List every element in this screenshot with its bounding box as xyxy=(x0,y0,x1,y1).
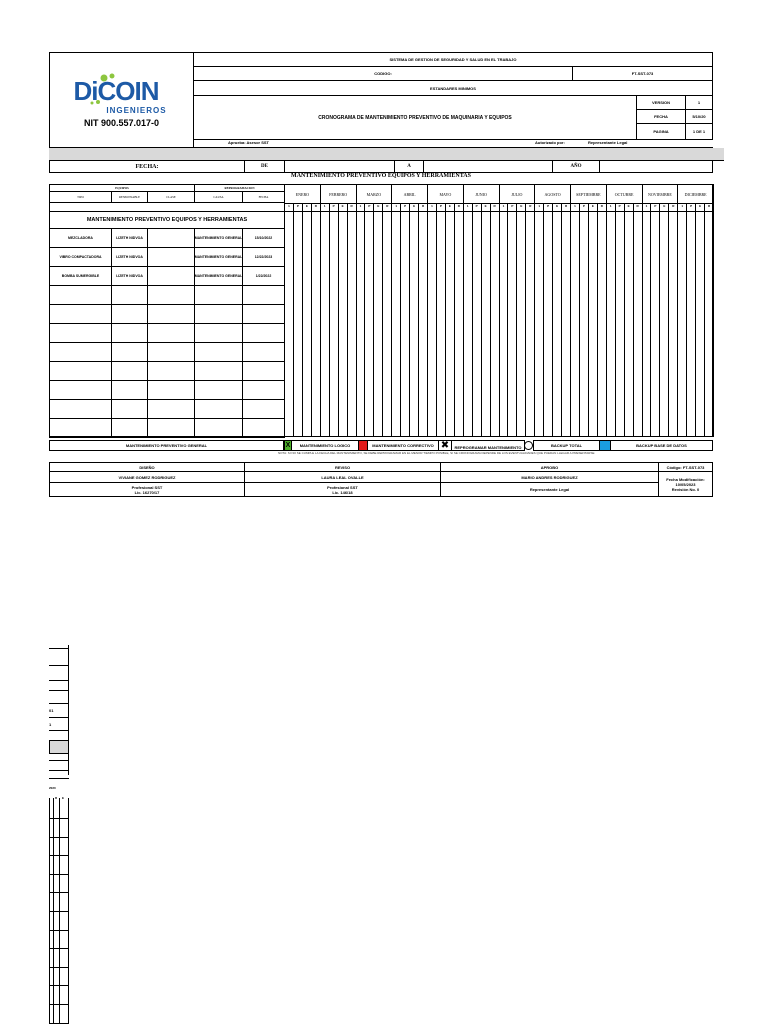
legend-logico: MANTENIMIENTO LOGICO xyxy=(291,440,359,451)
month-sub-1: P xyxy=(650,203,660,212)
table-cell-tipo[interactable]: MEZCLADORA xyxy=(49,228,112,248)
table-cell-fecha[interactable]: 15/10/2022 xyxy=(242,228,285,248)
fragment-hline xyxy=(49,967,69,968)
month-sub-1: P xyxy=(543,203,553,212)
fragment-label-1: 01 xyxy=(49,708,54,713)
month-sub-1: P xyxy=(507,203,517,212)
pagina-value: 1 DE 1 xyxy=(685,123,713,140)
month-sub-3: R xyxy=(311,203,321,212)
month-sub-0: 1 xyxy=(606,203,616,212)
sig-modification-info xyxy=(658,471,713,497)
date-a-label: A xyxy=(394,160,424,173)
month-sub-3: R xyxy=(454,203,464,212)
month-header-octubre: OCTUBRE xyxy=(606,184,643,204)
month-sub-2: E xyxy=(516,203,526,212)
month-sub-0: 1 xyxy=(570,203,580,212)
logo-block xyxy=(49,52,194,148)
month-sub-2: E xyxy=(588,203,598,212)
month-sub-0: 1 xyxy=(427,203,437,212)
sig-diseno-header: DISEÑO xyxy=(49,462,245,472)
col-group-reprogramacion: REPROGRAMACION xyxy=(194,184,285,192)
month-sub-2: E xyxy=(659,203,669,212)
fragment-hline xyxy=(49,837,69,838)
month-header-noviembre: NOVIEMBRE xyxy=(642,184,679,204)
fecha-label: FECHA xyxy=(636,109,686,124)
month-sub-3: R xyxy=(490,203,500,212)
legend-general: MANTENIMIENTO PREVENTIVO GENERAL xyxy=(49,440,284,451)
month-sub-1: P xyxy=(364,203,374,212)
month-header-septiembre: SEPTIEMBRE xyxy=(570,184,607,204)
version-value: 1 xyxy=(685,95,713,110)
fragment-hline xyxy=(49,948,69,949)
month-header-junio: JUNIO xyxy=(463,184,500,204)
month-header-abril: ABRIL xyxy=(391,184,428,204)
legend-reprogramar: REPROGRAMAR MANTENIMIENTO xyxy=(451,440,525,451)
month-header-febrero: FEBRERO xyxy=(320,184,357,204)
fragment-hline xyxy=(49,874,69,875)
col-header-causa: CAUSA xyxy=(194,191,243,203)
fragment-hline xyxy=(49,1023,69,1024)
table-cell-tipo[interactable]: VIBRO COMPACTADORA xyxy=(49,247,112,267)
date-de-label: DE xyxy=(244,160,285,173)
fragment-hline xyxy=(49,855,69,856)
system-title: SISTEMA DE GESTION DE SEGURIDAD Y SALUD EN EL TRABAJO xyxy=(193,52,713,67)
col-group-equipos: EQUIPOS xyxy=(49,184,195,192)
month-sub-3: R xyxy=(633,203,643,212)
month-sub-3: R xyxy=(704,203,714,212)
date-year-field[interactable] xyxy=(599,160,713,173)
date-to-field[interactable] xyxy=(423,160,553,173)
month-sub-0: 1 xyxy=(463,203,473,212)
table-cell-causa[interactable]: MANTENIMIENTO GENERAL xyxy=(194,228,243,248)
month-header-agosto: AGOSTO xyxy=(534,184,571,204)
month-sub-0: 1 xyxy=(677,203,687,212)
month-sub-1: P xyxy=(293,203,303,212)
fragment-hline xyxy=(49,680,69,681)
table-cell-responsable[interactable]: LIZETH NIDVOA xyxy=(111,228,148,248)
month-header-enero: ENERO xyxy=(284,184,321,204)
month-sub-0: 1 xyxy=(499,203,509,212)
month-sub-1: P xyxy=(329,203,339,212)
month-sub-3: R xyxy=(347,203,357,212)
version-label: VERSION xyxy=(636,95,686,110)
date-fecha-label: FECHA: xyxy=(49,160,245,173)
table-cell-fecha[interactable]: 1/22/2022 xyxy=(242,266,285,286)
table-cell-responsable[interactable]: LIZETH NIDVOA xyxy=(111,266,148,286)
legend-circle-icon xyxy=(524,441,533,450)
table-outline xyxy=(49,184,713,437)
sig-aprobo-name: MARIO ANDRES RODRIGUEZ xyxy=(440,471,659,483)
fragment-hline xyxy=(49,717,69,718)
fragment-hline xyxy=(49,770,69,771)
fragment-hline xyxy=(49,730,69,731)
sig-fecha-mod-value: 10/05/2023 xyxy=(675,481,696,487)
col-header-fecha: FECHA xyxy=(242,191,285,203)
note-text: NOTA: SI NO SE CUMPLE LA FECHA DEL MANTENIMIENTO, SE DEBE REPROGRAMAR EN EL MENOR TIEMPO POSIBLE, SI SE CRONOGRAMA DEPENDE DE LOS EVENTUALIDADES QUE PUEDAN LLEGAR A PRESENTARSE xyxy=(278,451,595,455)
legend-backup-total: BACKUP TOTAL xyxy=(533,440,600,451)
month-sub-2: E xyxy=(373,203,383,212)
aprueba-text: Aprueba: Asesor SST xyxy=(228,140,269,145)
company-logo xyxy=(62,72,182,108)
fragment-mark-e: E xyxy=(62,796,65,800)
month-header-marzo: MARZO xyxy=(356,184,393,204)
fragment-vline xyxy=(68,645,69,775)
month-sub-2: E xyxy=(552,203,562,212)
month-header-julio: JULIO xyxy=(499,184,536,204)
month-sub-2: E xyxy=(302,203,312,212)
fragment-hline xyxy=(49,760,69,761)
sig-reviso-role xyxy=(244,482,441,497)
fragment-mark-r: R xyxy=(55,796,58,800)
month-sub-3: R xyxy=(561,203,571,212)
legend-x-icon: ✖ xyxy=(438,440,452,451)
fragment-hline xyxy=(49,911,69,912)
date-from-field[interactable] xyxy=(284,160,395,173)
grid-vline xyxy=(713,211,714,437)
month-sub-1: P xyxy=(686,203,696,212)
month-sub-2: E xyxy=(409,203,419,212)
col-header-clase: CLASE xyxy=(147,191,195,203)
logo-subtitle: INGENIEROS xyxy=(106,106,167,115)
month-sub-2: E xyxy=(695,203,705,212)
logo-text: DiCOIN xyxy=(73,76,159,106)
month-sub-1: P xyxy=(579,203,589,212)
month-sub-2: E xyxy=(481,203,491,212)
month-sub-1: P xyxy=(615,203,625,212)
sig-diseno-name: VIVIANE GOMEZ RODRIGUEZ xyxy=(49,471,245,483)
month-sub-3: R xyxy=(382,203,392,212)
sig-reviso-lic: Lic. 146/18 xyxy=(332,489,353,495)
col-header-tipo: TIPO xyxy=(49,191,112,203)
section-title: MANTENIMIENTO PREVENTIVO EQUIPOS Y HERRAMIENTAS xyxy=(291,173,471,179)
month-sub-0: 1 xyxy=(391,203,401,212)
table-cell-tipo[interactable]: BOMBA SUMERGIBLE xyxy=(49,266,112,286)
month-header-diciembre: DICIEMBRE xyxy=(677,184,714,204)
fragment-label-2: 1 xyxy=(49,722,52,727)
month-sub-1: P xyxy=(472,203,482,212)
fragment-hline xyxy=(49,930,69,931)
sig-revision: Revisión No. 0 xyxy=(671,486,700,492)
table-section-title: MANTENIMIENTO PREVENTIVO EQUIPOS Y HERRAMIENTAS xyxy=(49,211,285,229)
month-sub-3: R xyxy=(668,203,678,212)
sig-diseno-lic: Lic. 16270/17 xyxy=(134,489,160,495)
fragment-hline xyxy=(49,818,69,819)
fragment-hline xyxy=(49,985,69,986)
month-header-mayo: MAYO xyxy=(427,184,464,204)
autorizado-value: Representante Legal xyxy=(588,140,628,145)
sig-diseno-title: Profesional SST xyxy=(131,484,163,490)
sig-aprobo-role: Representante Legal xyxy=(440,482,659,497)
fragment-hline xyxy=(49,1004,69,1005)
pagina-label: PAGINA xyxy=(636,123,686,140)
month-sub-2: E xyxy=(445,203,455,212)
month-sub-2: E xyxy=(624,203,634,212)
fecha-value: 5/10/20 xyxy=(685,109,713,124)
code-label: CODIGO: xyxy=(193,66,573,81)
month-sub-3: R xyxy=(418,203,428,212)
code-value: FT-SST-073 xyxy=(572,66,713,81)
month-sub-3: R xyxy=(525,203,535,212)
month-sub-1: P xyxy=(400,203,410,212)
col-header-responsable: RESPONSABLE xyxy=(111,191,148,203)
month-sub-0: 1 xyxy=(534,203,544,212)
sig-aprobo-header: APROBO xyxy=(440,462,659,472)
table-cell-fecha[interactable]: 12/22/2023 xyxy=(242,247,285,267)
fragment-hline xyxy=(49,665,69,666)
month-sub-3: R xyxy=(597,203,607,212)
legend-correctivo: MANTENIMIENTO CORRECTIVO xyxy=(367,440,439,451)
sig-reviso-title: Profesional SST xyxy=(327,484,358,490)
month-sub-0: 1 xyxy=(320,203,330,212)
fragment-hline xyxy=(49,778,69,779)
sig-reviso-name: LAURA LEAL OVALLE xyxy=(244,471,441,483)
month-sub-0: 1 xyxy=(642,203,652,212)
date-ano-label: AÑO xyxy=(552,160,600,173)
sig-reviso-header: REVISO xyxy=(244,462,441,472)
legend-green-swatch: X xyxy=(285,442,291,449)
sig-diseno-role xyxy=(49,482,245,497)
month-sub-2: E xyxy=(338,203,348,212)
document-title: CRONOGRAMA DE MANTENIMIENTO PREVENTIVO DE MAQUINARIA Y EQUIPOS xyxy=(193,95,637,140)
fragment-hline xyxy=(49,892,69,893)
fragment-version: 2020 xyxy=(49,786,56,790)
fragment-hline xyxy=(49,648,69,649)
fragment-gray-cell xyxy=(49,740,69,754)
table-cell-causa[interactable]: MANTENIMIENTO GENERAL xyxy=(194,247,243,267)
standards-title: ESTANDARES MINIMOS xyxy=(193,80,713,96)
month-sub-1: P xyxy=(436,203,446,212)
sig-codigo: Código: FT-SST-073 xyxy=(658,462,713,472)
company-nit: NIT 900.557.017-0 xyxy=(83,118,160,128)
fragment-hline xyxy=(49,690,69,691)
legend-backup-db: BACKUP BASE DE DATOS xyxy=(610,440,713,451)
sig-fecha-mod: Fecha Modificación: xyxy=(666,476,705,482)
autorizado-label: Autorizado por: xyxy=(535,140,565,145)
fragment-hline xyxy=(49,703,69,704)
table-cell-causa[interactable]: MANTENIMIENTO GENERAL xyxy=(194,266,243,286)
table-cell-responsable[interactable]: LIZETH NIDVOA xyxy=(111,247,148,267)
month-sub-0: 1 xyxy=(284,203,294,212)
month-sub-0: 1 xyxy=(356,203,366,212)
